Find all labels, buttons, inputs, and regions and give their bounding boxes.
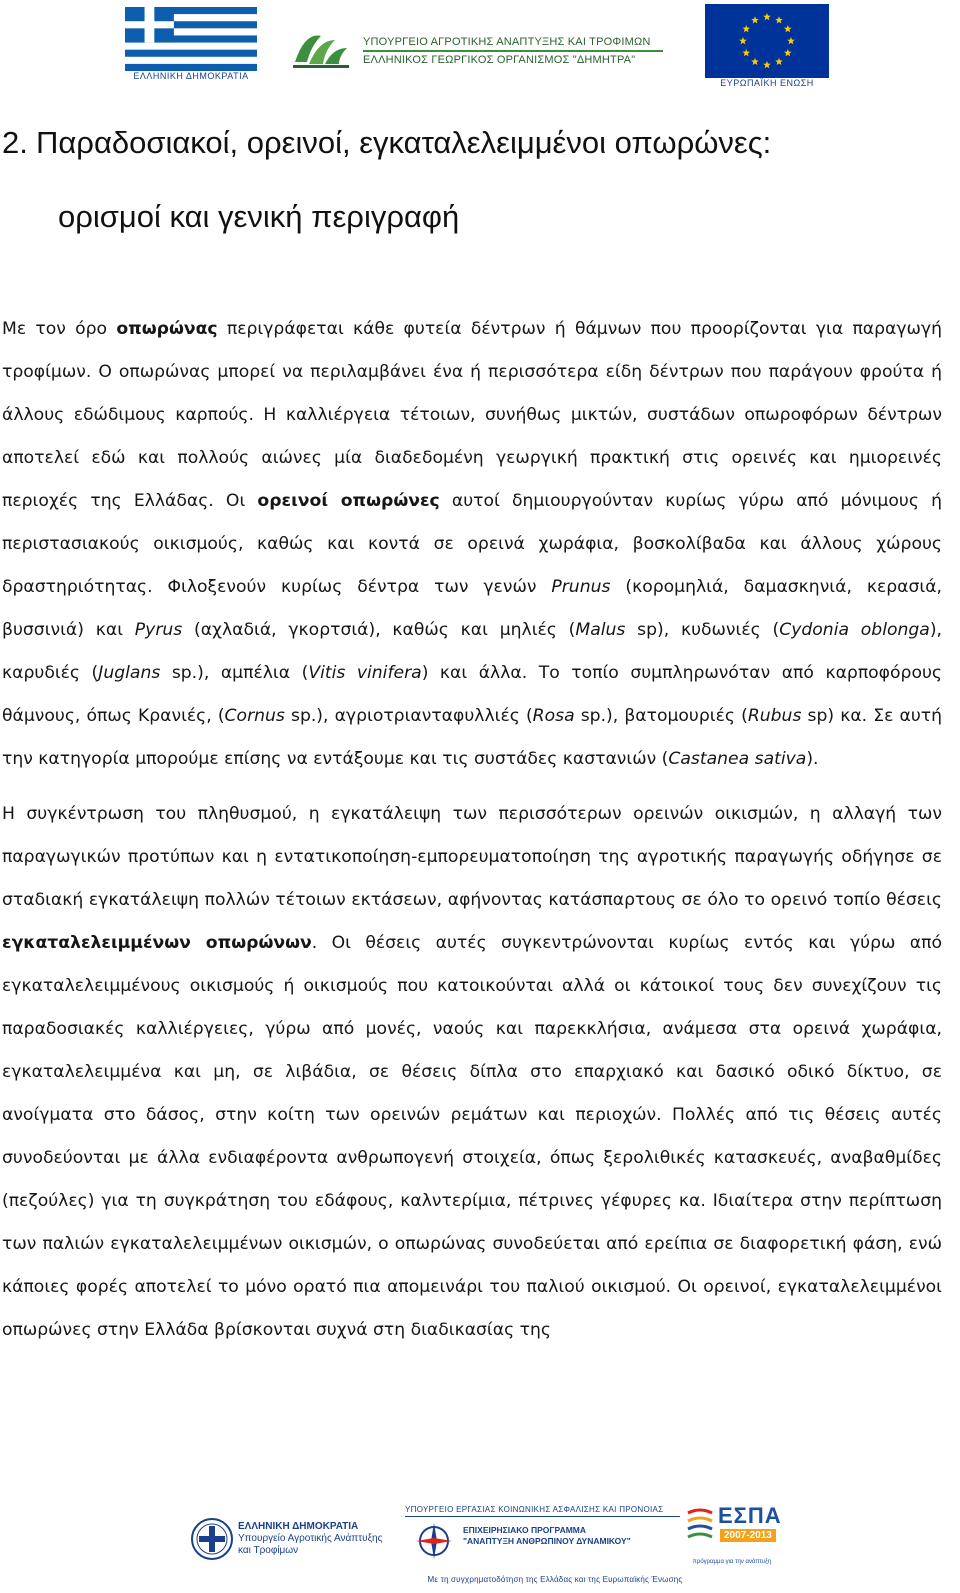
italic-taxon: Juglans xyxy=(98,663,161,683)
page-header xyxy=(0,0,960,90)
ministry-footer-logo xyxy=(190,1515,383,1565)
text-run: Η συγκέντρωση του πληθυσμού, η εγκατάλειψη των περισσότερων ορεινών οικισμών, η αλλαγή των παραγωγικών προτύπων και η εντατικοποίηση-εμπορευματοποίηση της αγροτικής παραγωγής οδήγησε σε σταδιακή εγκατάλειψη πολλών τέτοιων εκτάσεων, αφήνοντας κατάσπαρτους σε όλο το ορεινό τοπίο θέσεις xyxy=(2,804,942,910)
espa-swirl-icon xyxy=(686,1505,714,1549)
text-run: αυτοί δημιουργούνταν κυρίως γύρω από μόνιμους ή περιστασιακούς οικισμούς, καθώς και κοντά σε ορεινά χωράφια, βοσκολίβαδα και άλλους χώρους δραστηριότητας. Φιλοξενούν κυρίως δέντρα των γενών xyxy=(2,491,942,597)
italic-taxon: Rubus xyxy=(747,706,802,726)
organization-name: ΕΛΛΗΝΙΚΟΣ ΓΕΩΡΓΙΚΟΣ ΟΡΓΑΝΙΣΜΟΣ "ΔΗΜΗΤΡΑ" xyxy=(363,54,636,66)
paragraph-2 xyxy=(2,793,942,1352)
espa-wordmark: ΕΣΠΑ xyxy=(718,1503,782,1528)
greek-flag-icon xyxy=(125,7,257,71)
greek-emblem-icon xyxy=(190,1517,234,1561)
bold-term: οπωρώνας xyxy=(116,319,218,339)
text-run: (αχλαδιά, γκορτσιά), καθώς και μηλιές ( xyxy=(182,620,576,640)
page-footer xyxy=(0,1495,960,1593)
paragraph-1 xyxy=(2,308,942,781)
text-run: περιγράφεται κάθε φυτεία δέντρων ή θάμνων που προορίζονται για παραγωγή τροφίμων. Ο οπωρώνας μπορεί να περιλαμβάνει ένα ή περισσότερα είδη δέντρων που παράγουν φρούτα ή άλλους εδώδιμους καρπούς. Η καλλιέργεια τέτοιων, συνήθως μικτών, συστάδων οπωροφόρων δέντρων αποτελεί εδώ και πολλούς αιώνες μία διαδεδομένη γεωργική πρακτική στις ορεινές και ημιορεινές περιοχές της Ελλάδας. Οι xyxy=(2,319,943,511)
text-run: sp.), βατομουριές ( xyxy=(574,706,748,726)
cofunding-statement: Με τη συγχρηματοδότηση της Ελλάδας και της Ευρωπαϊκής Ένωσης xyxy=(427,1575,683,1584)
labour-ministry-name: ΥΠΟΥΡΓΕΙΟ ΕΡΓΑΣΙΑΣ ΚΟΙΝΩΝΙΚΗΣ ΑΣΦΑΛΙΣΗΣ ΚΑΙ ΠΡΟΝΟΙΑΣ xyxy=(405,1505,680,1517)
programme-name: "ΑΝΑΠΤΥΞΗ ΑΝΘΡΩΠΙΝΟΥ ΔΥΝΑΜΙΚΟΥ" xyxy=(463,1536,631,1546)
footer-ministry-line1: Υπουργείο Αγροτικής Ανάπτυξης xyxy=(238,1533,383,1544)
text-run: (κορομηλιά, δαμασκηνιά, κερασιά, βυσσινιά) και xyxy=(2,577,942,640)
title-line-1: Παραδοσιακοί, ορεινοί, εγκαταλελειμμένοι οπωρώνες: xyxy=(36,125,772,160)
greek-flag-caption: ΕΛΛΗΝΙΚΗ ΔΗΜΟΚΡΑΤΙΑ xyxy=(133,71,249,81)
footer-ministry-line2: και Τροφίμων xyxy=(238,1545,299,1556)
bold-term: εγκαταλελειμμένων οπωρώνων xyxy=(2,933,312,953)
text-run: sp), κυδωνιές ( xyxy=(625,620,780,640)
italic-taxon: Vitis vinifera xyxy=(308,663,422,683)
text-run: sp) κα. Σε αυτή την κατηγορία μπορούμε επίσης να εντάξουμε και τις συστάδες καστανιών ( xyxy=(2,706,942,769)
greek-republic-logo xyxy=(125,7,257,82)
ministry-emblem-icon xyxy=(291,26,351,70)
italic-taxon: Cydonia oblonga xyxy=(779,620,930,640)
section-title xyxy=(2,120,952,240)
ministry-logo xyxy=(291,26,671,70)
section-number: 2. xyxy=(2,125,28,160)
document-body xyxy=(2,308,942,1352)
espa-logo xyxy=(686,1503,782,1571)
bold-term: ορεινοί οπωρώνες xyxy=(257,491,440,511)
text-run: ) και άλλα. Το τοπίο συμπληρωνόταν από καρποφόρους θάμνους, όπως Κρανιές, ( xyxy=(2,663,942,726)
text-run: sp.), αμπέλια ( xyxy=(160,663,309,683)
italic-taxon: Malus xyxy=(575,620,626,640)
italic-taxon: Rosa xyxy=(532,706,575,726)
eu-caption: ΕΥΡΩΠΑΪΚΗ ΕΝΩΣΗ xyxy=(720,78,814,88)
text-run: Με τον όρο xyxy=(2,319,117,339)
italic-taxon: Cornus xyxy=(224,706,285,726)
espa-years: 2007-2013 xyxy=(720,1529,776,1542)
text-run: ). xyxy=(806,749,819,769)
footer-republic: ΕΛΛΗΝΙΚΗ ΔΗΜΟΚΡΑΤΙΑ xyxy=(238,1521,359,1532)
ministry-divider xyxy=(363,50,663,52)
italic-taxon: Prunus xyxy=(551,577,611,597)
programme-label: ΕΠΙΧΕΙΡΗΣΙΑΚΟ ΠΡΟΓΡΑΜΜΑ xyxy=(463,1525,587,1535)
italic-taxon: Castanea sativa xyxy=(668,749,807,769)
text-run: sp.), αγριοτριανταφυλλιές ( xyxy=(284,706,533,726)
espa-caption: πρόγραμμα για την ανάπτυξη xyxy=(692,1559,772,1565)
text-run: . Οι θέσεις αυτές συγκεντρώνονται κυρίως εντός και γύρω από εγκαταλελειμμένους οικισμούς ή οικισμούς που κατοικούνται αλλά οι κάτοικοί τους δεν συνεχίζουν τις παραδοσιακές καλλιέργειες, γύρω από μονές, ναούς και παρεκκλήσια, ανάμεσα στα ορεινά χωράφια, εγκαταλελειμμένα και μη, σε λιβάδια, σε θέσεις δίπλα στο επαρχιακό και δασικό οδικό δίκτυο, σε ανοίγματα στο δάσος, στην κοίτη των ορεινών ρεμάτων και περιοχών. Πολλές από τις θέσεις αυτές συνοδεύονται με άλλα ενδιαφέροντα ανθρωπογενή στοιχεία, όπως ξερολιθικές κατασκευές, αναβαθμίδες (πεζούλες) για τη συγκράτηση του εδάφους, καλντερίμια, πέτρινες γέφυρες κα. Ιδιαίτερα στην περίπτωση των παλιών εγκαταλελειμμένων οικισμών, ο οπωρώνας συνοδεύεται από ερείπια σε διαφορετική φάση, ενώ κάποιες φορές αποτελεί το μόνο ορατό πια απομεινάρι του παλιού οικισμού. Οι ορεινοί, εγκαταλελειμμένοι οπωρώνες στην Ελλάδα βρίσκονται συχνά στη διαδικασίας της xyxy=(2,933,942,1340)
eu-flag-icon xyxy=(705,4,829,78)
italic-taxon: Pyrus xyxy=(134,620,183,640)
text-run: ), καρυδιές ( xyxy=(2,620,942,683)
title-line-2: ορισμοί και γενική περιγραφή xyxy=(58,199,460,234)
operational-programme-logo xyxy=(405,1505,680,1561)
eu-logo xyxy=(705,4,829,89)
programme-compass-icon xyxy=(413,1521,455,1561)
ministry-name: ΥΠΟΥΡΓΕΙΟ ΑΓΡΟΤΙΚΗΣ ΑΝΑΠΤΥΞΗΣ ΚΑΙ ΤΡΟΦΙΜΩΝ xyxy=(363,36,651,48)
